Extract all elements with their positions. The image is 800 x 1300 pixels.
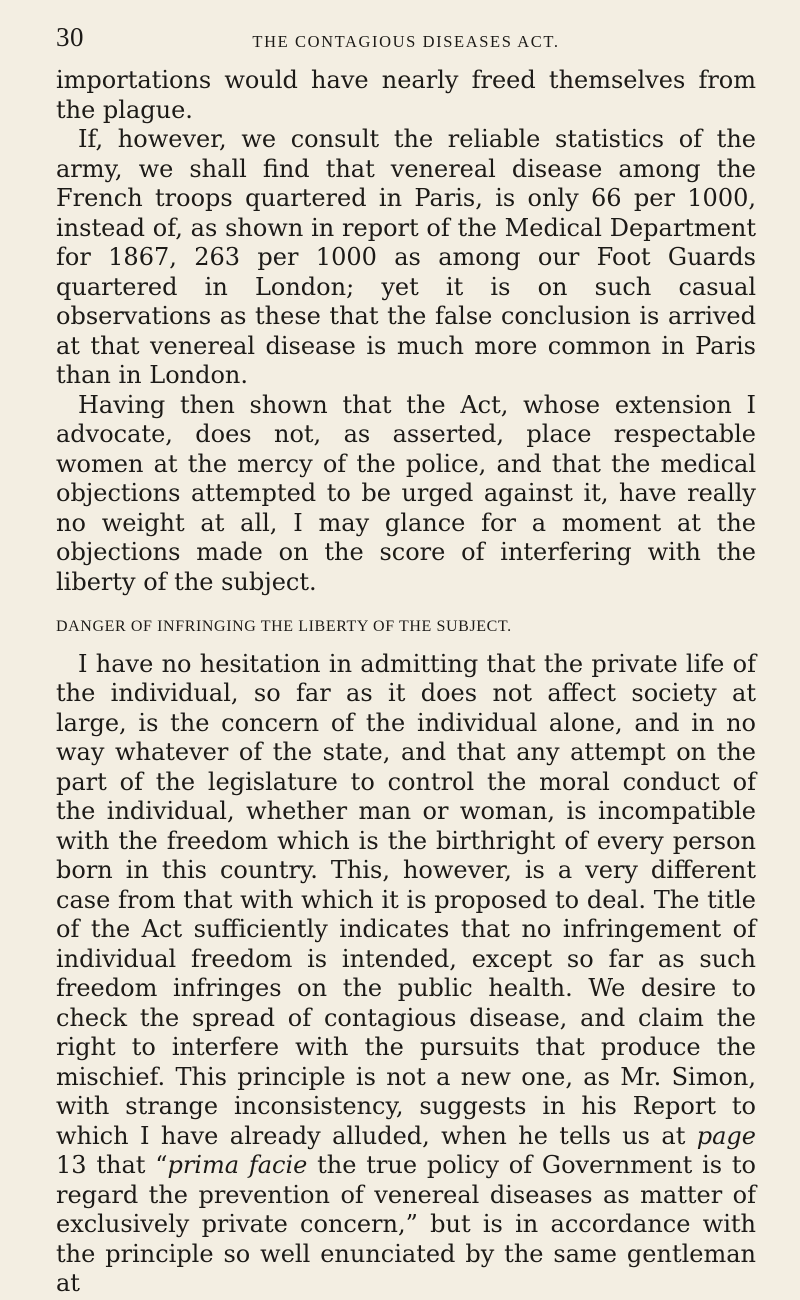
paragraph-liberty-text: the true policy of Government is to regard the prevention of venereal diseases as matter of exclusively private concern,” but is in accordance with the principle so well enunciated by the same gentleman at xyxy=(56,1151,756,1297)
paragraph-liberty-text: I have no hesitation in admitting that the private life of the individual, so far as it does not affect society at large, is the concern of the individual alone, and in no way whatever of the state, and that any attempt on the part of the legislature to control the moral conduct of the individual, whether man or woman, is incompatible with the freedom which is the birthright of every person born in this country. This, however, is a very different case from that with which it is proposed to deal. The title of the Act sufficiently indicates that no infringement of individual freedom is intended, except so far as such freedom infringes on the public health. We desire to check the spread of contagious disease, and claim the right to interfere with the pursuits that produce the mischief. This principle is not a new one, as Mr. Simon, with strange inconsistency, suggests in his Report to which I have already alluded, when he tells us at xyxy=(56,649,756,1150)
paragraph-liberty xyxy=(56,650,756,1299)
page-number: 30 xyxy=(56,22,84,52)
paragraph-objections: Having then shown that the Act, whose extension I advocate, does not, as asserted, place respectable women at the mercy of the police, and that the medical objections attempted to be urged against it, have really no weight at all, I may glance for a moment at the objections made on the score of interfering with the liberty of the subject. xyxy=(56,390,756,596)
running-title: THE CONTAGIOUS DISEASES ACT. xyxy=(252,32,560,51)
running-head xyxy=(56,14,756,66)
section-heading: DANGER OF INFRINGING THE LIBERTY OF THE SUBJECT. xyxy=(56,618,512,635)
body-text xyxy=(56,66,756,1299)
paragraph-liberty-text: 13 that “ xyxy=(56,1151,168,1179)
paragraph-statistics: If, however, we consult the reliable statistics of the army, we shall find that venereal disease among the French troops quartered in Paris, is only 66 per 1000, instead of, as shown in report of the Medical Department for 1867, 263 per 1000 as among our Foot Guards quartered in London; yet it is on such casual observations as these that the false conclusion is arrived at that venereal disease is much more common in Paris than in London. xyxy=(56,125,756,389)
latin-phrase: prima facie xyxy=(167,1151,308,1179)
page-reference: page xyxy=(696,1121,756,1150)
paragraph-continuation: importations would have nearly freed themselves from the plague. xyxy=(56,66,756,124)
